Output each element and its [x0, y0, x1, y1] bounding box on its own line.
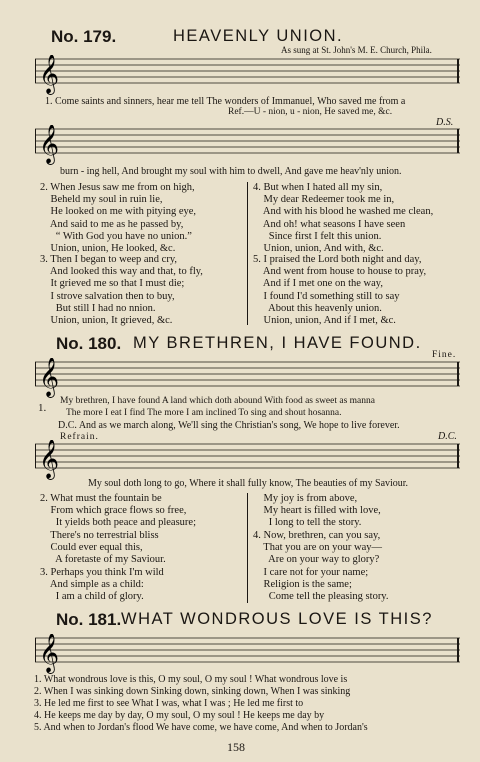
- hymn-181-lyric-line-3: 3. He led me first to see What I was, what I was ; He led me first to: [34, 698, 304, 709]
- verse-divider: [247, 493, 248, 603]
- music-staff-180-2: [35, 440, 460, 480]
- music-staff-179-1: [35, 55, 460, 95]
- svg-text:𝄞: 𝄞: [39, 125, 60, 164]
- hymn-179-refrain-line: Ref.—U - nion, u - nion, He saved me, &c.: [228, 107, 393, 117]
- hymn-179-source: As sung at St. John's M. E. Church, Phila.: [281, 45, 432, 55]
- hymn-181-lyric-line-4: 4. He keeps me day by day, O my soul, O my soul ! He keeps me day by: [34, 710, 325, 721]
- hymn-180-verse-4: 4. Now, brethren, can you say, That you are on your way— Are on your way to glory? I care not for your name; Religion is the same; Come tell the pleasing story.: [253, 530, 389, 603]
- hymn-180-number: No. 180.: [56, 334, 122, 353]
- hymn-181-lyric-line-1: 1. What wondrous love is this, O my soul, O my soul ! What wondrous love is: [34, 674, 348, 685]
- hymn-179-verse-3: 3. Then I began to weep and cry, And looked this way and that, to fly, It grieved me so that I must die; I strove salvation then to buy, But still I had no nnion. Union, union, It grieved, &c.: [40, 254, 203, 327]
- hymn-180-verse-number: 1.: [38, 402, 47, 414]
- hymn-179-verse-5: 5. I praised the Lord both night and day, And went from house to house to pray, And if I met one on the way, I found I'd something still to say About this heavenly union. Union, union, And if I met, &c.: [253, 254, 427, 327]
- hymn-180-fine-mark: Fine.: [432, 350, 457, 360]
- hymn-179-lyric-line-1: 1. Come saints and sinners, hear me tell The wonders of Immanuel, Who saved me from a: [45, 96, 406, 107]
- hymn-180-refrain-label: Refrain.: [60, 432, 99, 442]
- hymn-179-ds-mark: D.S.: [436, 117, 454, 128]
- svg-text:𝄞: 𝄞: [39, 55, 60, 94]
- hymn-180-dc-mark: D.C.: [438, 431, 457, 442]
- hymn-179-verse-4: 4. But when I hated all my sin, My dear Redeemer took me in, And with his blood he washed me clean, And oh! what seasons I have seen Since first I felt this union. Union, union, And with, &c.: [253, 182, 434, 255]
- music-staff-179-2: [35, 125, 460, 165]
- hymn-180-title: MY BRETHREN, I HAVE FOUND.: [133, 334, 422, 352]
- svg-text:𝄞: 𝄞: [39, 634, 60, 673]
- hymn-180-verse-3: 3. Perhaps you think I'm wild And simple as a child: I am a child of glory.: [40, 567, 164, 603]
- svg-text:𝄞: 𝄞: [39, 440, 60, 479]
- hymn-179-verse-2: 2. When Jesus saw me from on high, Beheld my soul in ruin lie, He looked on me with pitying eye, And said to me as he passed by, “ With God you have no union.” Union, union, He looked, &c.: [40, 182, 197, 255]
- hymn-180-verse-continued: My joy is from above, My heart is filled with love, I long to tell the story.: [263, 493, 381, 529]
- hymn-180-lyric-line-1b: The more I eat I find The more I am inclined To sing and shout hosanna.: [66, 408, 342, 418]
- hymn-181-number: No. 181.: [56, 610, 122, 629]
- hymn-179-title: HEAVENLY UNION.: [173, 27, 344, 45]
- hymn-179-lyric-line-2: burn - ing hell, And brought my soul with him to dwell, And gave me heav'nly union.: [60, 166, 402, 177]
- hymn-180-verse-2: 2. What must the fountain be From which grace flows so free, It yields both peace and pleasure; There's no terrestrial bliss Could ever equal this, A foretaste of my Saviour.: [40, 493, 196, 566]
- hymn-181-title: WHAT WONDROUS LOVE IS THIS?: [121, 610, 433, 628]
- hymn-181-lyric-line-2: 2. When I was sinking down Sinking down, sinking down, When I was sinking: [34, 686, 351, 697]
- page-number: 158: [227, 740, 245, 754]
- music-staff-181: [35, 634, 460, 674]
- hymn-179-number: No. 179.: [51, 27, 117, 46]
- hymn-181-lyric-line-5: 5. And when to Jordan's flood We have come, we have come, And when to Jordan's: [34, 722, 368, 733]
- svg-text:𝄞: 𝄞: [39, 358, 60, 397]
- hymn-180-lyric-line-2: My soul doth long to go, Where it shall fully know, The beauties of my Saviour.: [88, 478, 409, 489]
- hymn-180-lyric-line-1c: D.C. And as we march along, We'll sing the Christian's song, We hope to live forever.: [58, 420, 400, 431]
- hymn-180-lyric-line-1a: My brethren, I have found A land which doth abound With food as sweet as manna: [60, 396, 375, 406]
- verse-divider: [247, 182, 248, 325]
- music-staff-180-1: [35, 358, 460, 398]
